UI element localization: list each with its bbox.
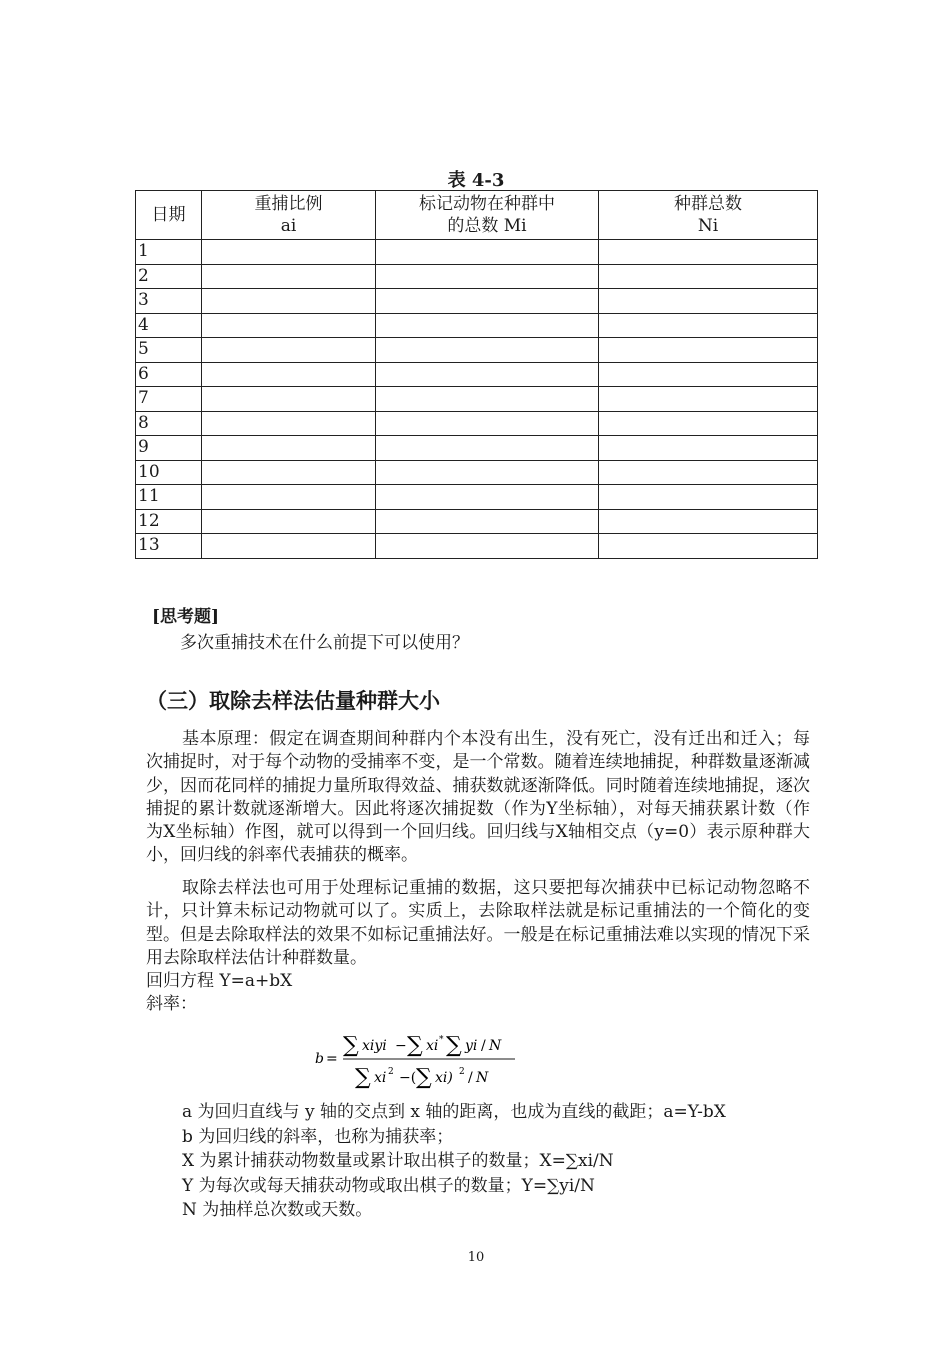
svg-text:∑: ∑	[343, 1033, 359, 1058]
empty-cell	[376, 534, 599, 559]
table-caption: 表 4-3	[447, 170, 505, 191]
empty-cell	[599, 460, 818, 485]
svg-text:xi): xi)	[435, 1070, 453, 1086]
table-row	[136, 436, 818, 461]
svg-text:b: b	[315, 1051, 324, 1067]
empty-cell	[202, 509, 376, 534]
svg-text:−(: −(	[399, 1070, 417, 1086]
empty-cell	[202, 387, 376, 412]
row-date-cell: 8	[136, 411, 202, 436]
empty-cell	[376, 485, 599, 510]
data-table	[135, 190, 818, 559]
empty-cell	[202, 460, 376, 485]
definition-y: Y 为每次或每天捕获动物或取出棋子的数量；Y=∑yi/N	[182, 1175, 595, 1196]
svg-text:yi: yi	[465, 1038, 478, 1054]
empty-cell	[202, 289, 376, 314]
empty-cell	[376, 509, 599, 534]
section-title: （三）取除去样法估量种群大小	[146, 688, 440, 713]
row-date-cell: 13	[136, 534, 202, 559]
table-row	[136, 411, 818, 436]
empty-cell	[599, 313, 818, 338]
empty-cell	[599, 509, 818, 534]
table-row	[136, 240, 818, 265]
svg-text:∑: ∑	[355, 1065, 371, 1090]
svg-text:∑: ∑	[407, 1033, 423, 1058]
svg-text:N: N	[476, 1070, 489, 1086]
empty-cell	[202, 240, 376, 265]
table-row	[136, 338, 818, 363]
table-row	[136, 313, 818, 338]
svg-text:2: 2	[388, 1067, 394, 1077]
empty-cell	[376, 460, 599, 485]
empty-cell	[599, 240, 818, 265]
row-date-cell: 6	[136, 362, 202, 387]
table-row	[136, 534, 818, 559]
empty-cell	[376, 289, 599, 314]
empty-cell	[599, 534, 818, 559]
svg-text:2: 2	[459, 1067, 465, 1077]
empty-cell	[202, 534, 376, 559]
row-date-cell: 7	[136, 387, 202, 412]
empty-cell	[599, 485, 818, 510]
svg-text:∑: ∑	[446, 1033, 462, 1058]
header-recapture-ratio: 重捕比例 ai	[202, 191, 376, 240]
table-row	[136, 289, 818, 314]
empty-cell	[376, 362, 599, 387]
slope-label: 斜率：	[146, 994, 197, 1015]
paragraph-principle: 基本原理：假定在调查期间种群内个本没有出生，没有死亡，没有迁出和迁入；每次捕捉时，对于每个动物的受捕率不变，是一个常数。随着连续地捕捉，种群数量逐渐减少，因而花同样的捕捉力量所取得效益、捕获数就逐渐降低。同时随着连续地捕捉，逐次捕捉的累计数就逐渐增大。因此将逐次捕捉数（作为Y坐标轴），对每天捕获累计数（作为X坐标轴）作图，就可以得到一个回归线。回归线与X轴相交点（y=0）表示原种群大小，回归线的斜率代表捕获的概率。	[146, 729, 810, 866]
row-date-cell: 11	[136, 485, 202, 510]
header-population-total: 种群总数 Ni	[599, 191, 818, 240]
empty-cell	[376, 436, 599, 461]
empty-cell	[376, 240, 599, 265]
think-title: [思考题]	[152, 607, 220, 627]
svg-text:xi: xi	[426, 1038, 439, 1054]
svg-text:∑: ∑	[416, 1065, 432, 1090]
row-date-cell: 5	[136, 338, 202, 363]
empty-cell	[376, 387, 599, 412]
regression-equation: 回归方程 Y=a+bX	[146, 971, 293, 992]
definition-x: X 为累计捕获动物数量或累计取出棋子的数量；X=∑xi/N	[182, 1151, 614, 1171]
table-row	[136, 387, 818, 412]
table-row	[136, 485, 818, 510]
table-row	[136, 460, 818, 485]
row-date-cell: 2	[136, 264, 202, 289]
empty-cell	[202, 436, 376, 461]
empty-cell	[599, 264, 818, 289]
definitions-list	[182, 1100, 726, 1223]
row-date-cell: 1	[136, 240, 202, 265]
table-body	[136, 240, 818, 559]
svg-text:/: /	[468, 1070, 473, 1086]
table-row	[136, 264, 818, 289]
header-date: 日期	[136, 191, 202, 240]
row-date-cell: 3	[136, 289, 202, 314]
row-date-cell: 4	[136, 313, 202, 338]
empty-cell	[599, 387, 818, 412]
empty-cell	[599, 411, 818, 436]
empty-cell	[202, 264, 376, 289]
slope-formula	[315, 1028, 555, 1090]
empty-cell	[376, 264, 599, 289]
svg-text:/: /	[481, 1038, 486, 1054]
definition-b: b 为回归线的斜率，也称为捕获率；	[182, 1126, 454, 1147]
svg-text:=: =	[326, 1051, 338, 1067]
page-number: 10	[467, 1250, 485, 1265]
think-question: 多次重捕技术在什么前提下可以使用？	[180, 633, 469, 653]
svg-text:*: *	[439, 1035, 444, 1045]
definition-a: a 为回归直线与 y 轴的交点到 x 轴的距离，也成为直线的截距；a=Y-bX	[182, 1102, 726, 1122]
empty-cell	[599, 436, 818, 461]
row-date-cell: 9	[136, 436, 202, 461]
row-date-cell: 10	[136, 460, 202, 485]
empty-cell	[202, 338, 376, 363]
empty-cell	[599, 338, 818, 363]
svg-text:xiyi: xiyi	[362, 1038, 387, 1054]
table-header-row	[136, 191, 818, 240]
row-date-cell: 12	[136, 509, 202, 534]
definition-n: N 为抽样总次数或天数。	[182, 1200, 373, 1220]
table-row	[136, 362, 818, 387]
empty-cell	[376, 313, 599, 338]
svg-text:−: −	[395, 1038, 407, 1054]
empty-cell	[599, 362, 818, 387]
empty-cell	[599, 289, 818, 314]
empty-cell	[202, 485, 376, 510]
empty-cell	[202, 313, 376, 338]
header-marked-total: 标记动物在种群中 的总数 Mi	[376, 191, 599, 240]
empty-cell	[376, 411, 599, 436]
table-row	[136, 509, 818, 534]
empty-cell	[376, 338, 599, 363]
svg-text:xi: xi	[374, 1070, 387, 1086]
paragraph-removal-method: 取除去样法也可用于处理标记重捕的数据，这只要把每次捕获中已标记动物忽略不计，只计算未标记动物就可以了。实质上，去除取样法就是标记重捕法的一个简化的变型。但是去除取样法的效果不如标记重捕法好。一般是在标记重捕法难以实现的情况下采用去除取样法估计种群数量。 回归方程 Y=a+bX 斜率：	[146, 877, 810, 1017]
empty-cell	[202, 411, 376, 436]
empty-cell	[202, 362, 376, 387]
svg-text:N: N	[489, 1038, 502, 1054]
